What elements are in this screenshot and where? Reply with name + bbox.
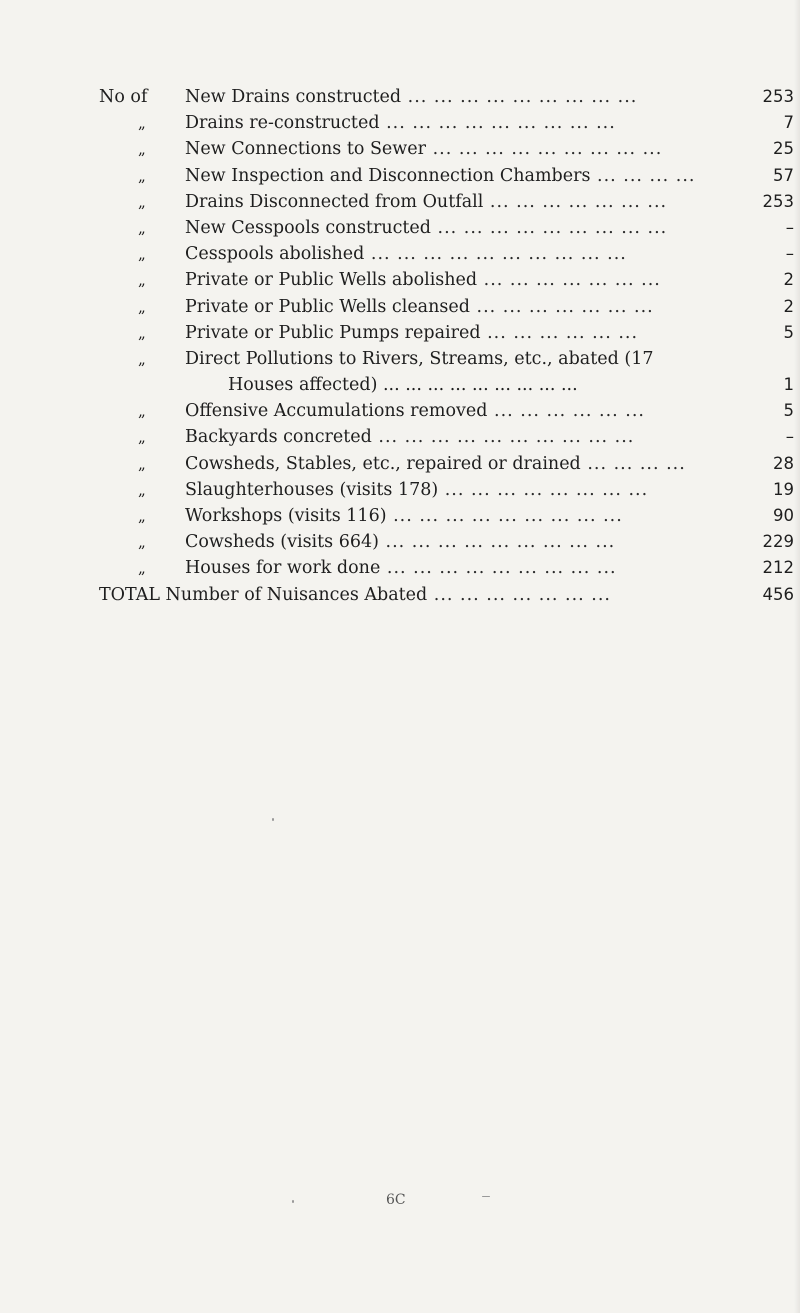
- row-label: New Drains constructed ... ... ... ... ... ... ... ... ...: [185, 87, 638, 107]
- table-row: [0, 477, 800, 503]
- row-value: 19: [773, 479, 794, 499]
- row-value: –: [785, 427, 794, 447]
- ditto-mark: „: [138, 507, 146, 526]
- row-label: Cesspools abolished ... ... ... ... ... ... ... ... ... ...: [185, 244, 627, 265]
- table-row: [0, 398, 800, 424]
- table-row: [0, 163, 800, 189]
- row-label: Slaughterhouses (visits 178) ... ... ... ... ... ... ... ...: [185, 479, 649, 500]
- nuisances-table: [0, 84, 800, 608]
- row-label: Direct Pollutions to Rivers, Streams, etc., abated (17: [185, 348, 654, 369]
- row-label: Workshops (visits 116) ... ... ... ... ... ... ... ... ...: [185, 506, 623, 527]
- row-label: New Cesspools constructed ... ... ... ... ... ... ... ... ...: [185, 217, 668, 238]
- row-label: Drains re-constructed ... ... ... ... ... ... ... ... ...: [185, 113, 616, 134]
- table-row: [0, 346, 800, 398]
- row-label-continuation: Houses affected) ... ... ... ... ... ... ... ... ...: [228, 375, 578, 396]
- row-value: 2: [783, 296, 794, 316]
- ditto-mark: „: [138, 454, 146, 473]
- row-value: 25: [773, 139, 794, 159]
- table-row: [0, 424, 800, 450]
- row-value: 28: [773, 453, 794, 473]
- ditto-mark: „: [138, 271, 146, 290]
- row-label: Private or Public Pumps repaired ... ... ... ... ... ...: [185, 322, 639, 343]
- total-value: 456: [762, 584, 794, 604]
- ditto-mark: „: [138, 559, 146, 578]
- total-label: TOTAL Number of Nuisances Abated ... ... ... ... ... ... ...: [99, 584, 611, 605]
- row-label: Cowsheds, Stables, etc., repaired or drained ... ... ... ...: [185, 453, 686, 474]
- row-label: Private or Public Wells abolished ... ... ... ... ... ... ...: [185, 270, 661, 291]
- ditto-mark: „: [138, 297, 146, 316]
- row-label: Drains Disconnected from Outfall ... ... ... ... ... ... ...: [185, 191, 668, 212]
- ditto-mark: „: [138, 192, 146, 211]
- row-value: 7: [783, 113, 794, 133]
- ditto-mark: „: [138, 428, 146, 447]
- table-row: [0, 215, 800, 241]
- row-value: 5: [783, 401, 794, 421]
- paper-speck: [272, 818, 274, 821]
- paper-speck: [292, 1200, 294, 1203]
- table-row: [0, 294, 800, 320]
- ditto-mark: „: [138, 245, 146, 264]
- row-value: 5: [783, 322, 794, 342]
- table-row: [0, 110, 800, 136]
- table-row: [0, 84, 800, 110]
- table-row: [0, 503, 800, 529]
- table-row: [0, 320, 800, 346]
- row-value: 57: [773, 165, 794, 185]
- ditto-mark: „: [138, 166, 146, 185]
- paper-speck: [482, 1196, 490, 1197]
- ditto-mark: „: [138, 480, 146, 499]
- table-row: [0, 189, 800, 215]
- row-value: –: [785, 217, 794, 237]
- ditto-mark: „: [138, 323, 146, 342]
- row-value: 253: [762, 191, 794, 211]
- row-prefix: No of: [99, 87, 148, 107]
- ditto-mark: „: [138, 140, 146, 159]
- row-value: 229: [762, 532, 794, 552]
- ditto-mark: „: [138, 218, 146, 237]
- row-value: 2: [783, 270, 794, 290]
- row-label: New Inspection and Disconnection Chambers ... ... ... ...: [185, 165, 696, 186]
- table-row: [0, 555, 800, 581]
- table-row: [0, 136, 800, 162]
- table-row: [0, 451, 800, 477]
- ditto-mark: „: [138, 402, 146, 421]
- row-value: 253: [762, 87, 794, 106]
- row-value: 1: [783, 375, 794, 395]
- row-label: Backyards concreted ... ... ... ... ... ... ... ... ... ...: [185, 427, 635, 448]
- row-value: 90: [773, 506, 794, 526]
- row-label: New Connections to Sewer ... ... ... ... ... ... ... ... ...: [185, 139, 663, 160]
- table-row: [0, 241, 800, 267]
- row-value: –: [785, 244, 794, 264]
- ditto-mark: „: [138, 533, 146, 552]
- row-label: Houses for work done ... ... ... ... ... ... ... ... ...: [185, 558, 617, 579]
- row-label: Cowsheds (visits 664) ... ... ... ... ... ... ... ... ...: [185, 532, 616, 553]
- table-row: [0, 267, 800, 293]
- page-number: 6С: [386, 1192, 406, 1208]
- row-value: 212: [762, 558, 794, 578]
- row-label: Private or Public Wells cleansed ... ... ... ... ... ... ...: [185, 296, 654, 317]
- ditto-mark: „: [138, 114, 146, 133]
- table-row: [0, 529, 800, 555]
- ditto-mark: „: [138, 349, 146, 368]
- total-row: [0, 582, 800, 608]
- row-label: Offensive Accumulations removed ... ... ... ... ... ...: [185, 401, 645, 422]
